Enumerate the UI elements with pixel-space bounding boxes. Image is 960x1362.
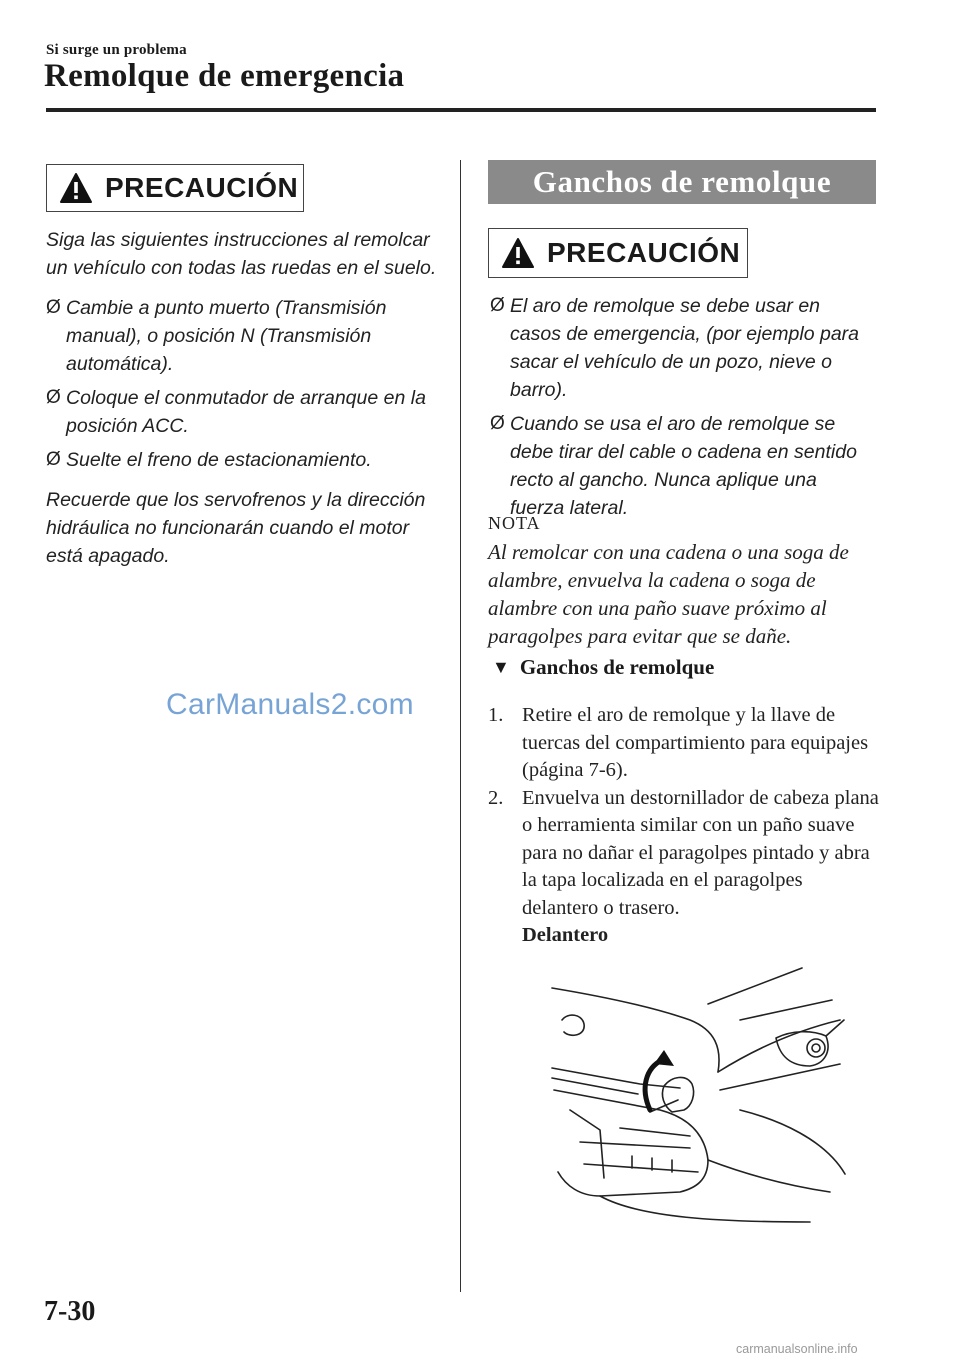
subsection-heading [492,655,714,680]
steps-list [488,702,880,950]
triangle-down-icon: ▼ [492,657,510,677]
list-item [46,446,444,474]
section-banner: Ganchos de remolque [488,160,876,204]
list-item [490,292,876,404]
title-rule [46,108,876,112]
note-block [488,510,880,650]
front-bumper-illustration [540,960,860,1230]
bullet-arrow-icon: Ø [46,449,61,470]
step-text: Retire el aro de remolque y la llave de tuercas del compartimiento para equipajes (página 7-6). [522,704,869,781]
right-caution-body [490,292,876,528]
caution-box-right [488,228,748,278]
column-divider [460,160,461,1292]
list-item [488,785,880,950]
bullet-arrow-icon: Ø [490,295,505,316]
list-item [490,410,876,522]
step-number: 1. [488,704,504,726]
bullet-text: Coloque el conmutador de arranque en la posición ACC. [66,387,426,437]
step-text: Envuelva un destornillador de cabeza plana o herramienta similar con un paño suave para no dañar el paragolpes pintado y abra la tapa localizada en el paragolpes delantero o trasero. [522,786,879,919]
caution-title: PRECAUCIÓN [547,237,741,268]
bullet-text: El aro de remolque se debe usar en casos de emergencia, (por ejemplo para sacar el vehículo de un pozo, nieve o barro). [510,295,860,401]
page-number: 7-30 [44,1296,96,1327]
bullet-text: Cambie a punto muerto (Transmisión manual), o posición N (Transmisión automática). [66,297,387,375]
left-caution-body [46,226,444,582]
caution-closing: Recuerde que los servofrenos y la dirección hidráulica no funcionarán cuando el motor está apagado. [46,489,426,567]
step-caption: Delantero [522,924,609,946]
list-item [46,384,444,440]
subsection-title: Ganchos de remolque [519,655,715,679]
section-label: Si surge un problema [46,42,187,58]
bullet-text: Suelte el freno de estacionamiento. [66,449,372,471]
warning-triangle-icon [59,172,93,204]
caution-box-left [46,164,304,212]
watermark: CarManuals2.com [166,688,414,721]
footer-site-link[interactable]: carmanualsonline.info [736,1342,858,1356]
bullet-arrow-icon: Ø [46,387,61,408]
bullet-arrow-icon: Ø [46,297,61,318]
page-title: Remolque de emergencia [44,58,405,94]
caution-intro: Siga las siguientes instrucciones al remolcar un vehículo con todas las ruedas en el suelo. [46,229,437,279]
note-text: Al remolcar con una cadena o una soga de alambre, envuelva la cadena o soga de alambre con una paño suave próximo al paragolpes para evitar que se dañe. [488,539,849,648]
bullet-arrow-icon: Ø [490,413,505,434]
steps-block [488,702,880,950]
note-label: NOTA [488,513,541,533]
list-item [488,702,880,785]
caution-title: PRECAUCIÓN [105,172,299,203]
warning-triangle-icon [501,237,535,269]
list-item [46,294,444,378]
step-number: 2. [488,786,504,809]
bullet-text: Cuando se usa el aro de remolque se debe tirar del cable o cadena en sentido recto al gancho. Nunca aplique una fuerza lateral. [510,413,857,519]
